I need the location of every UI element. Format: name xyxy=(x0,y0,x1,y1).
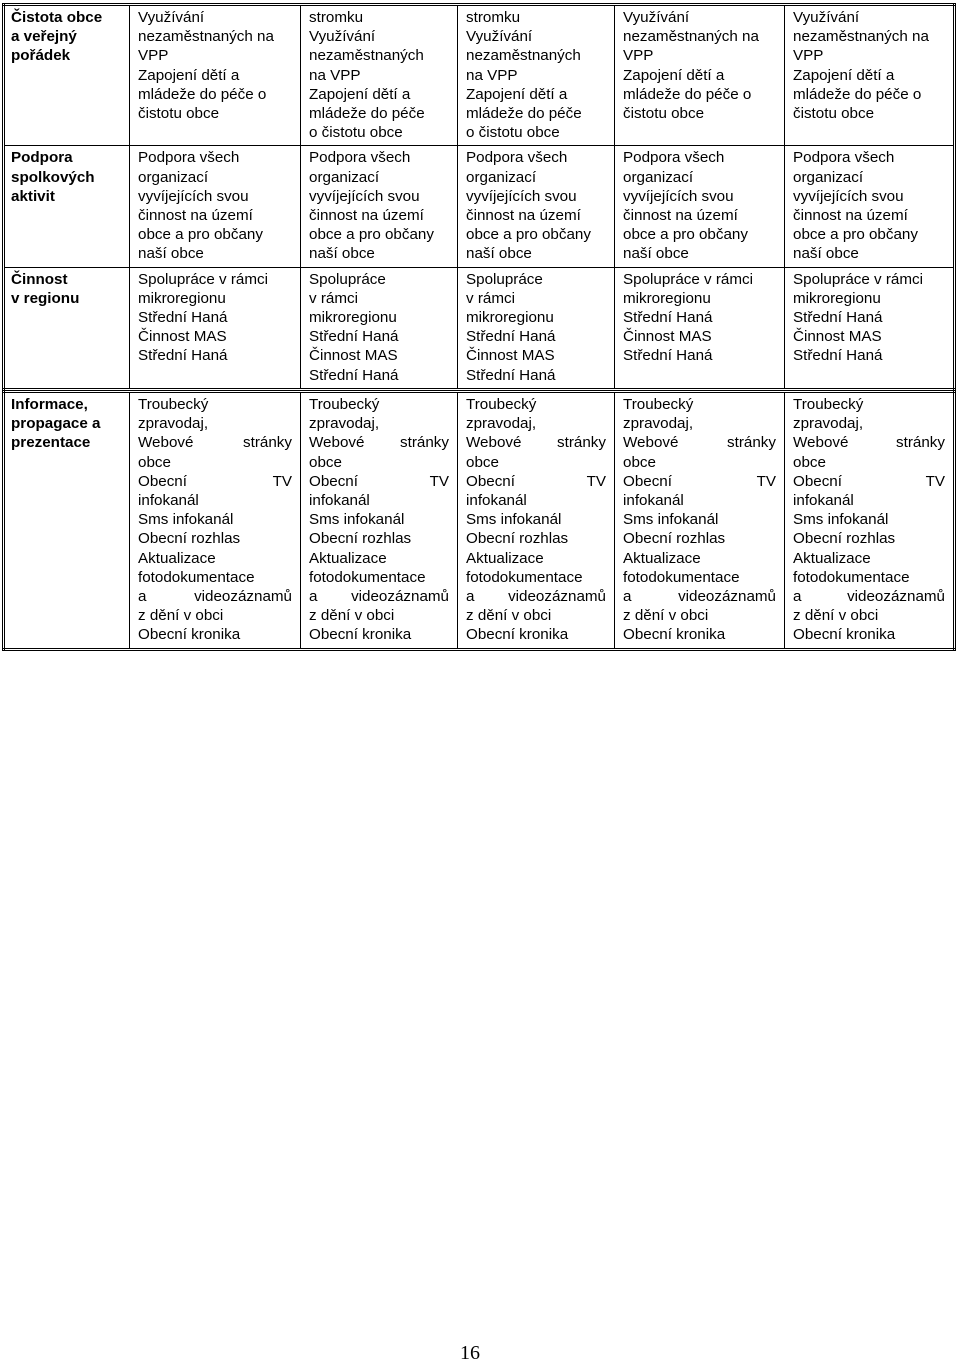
table-cell xyxy=(785,267,955,389)
cell-line: Čistota obce xyxy=(11,9,103,26)
justified-line xyxy=(623,433,776,452)
cell-line: v regionu xyxy=(11,289,80,307)
table-cell xyxy=(301,267,458,389)
cell-line: Střední Haná xyxy=(793,309,883,327)
cell-line: Podpora všech xyxy=(309,149,411,167)
cell-line: Činnost MAS xyxy=(309,347,398,365)
activity-table-upper-body xyxy=(4,5,955,390)
cell-line: Podpora všech xyxy=(793,149,895,167)
cell-line: infokanál xyxy=(466,492,527,510)
cell-line: Využívání xyxy=(309,28,376,46)
cell-line: nezaměstnaných na xyxy=(793,28,929,46)
cell-line: VPP xyxy=(793,47,824,65)
table-cell xyxy=(301,5,458,146)
cell-word: videozáznamů xyxy=(847,588,945,606)
cell-line: zpravodaj, xyxy=(623,415,694,433)
cell-line: činnost na území xyxy=(793,207,908,225)
cell-line: Střední Haná xyxy=(466,366,556,384)
cell-line: na VPP xyxy=(466,66,518,84)
cell-line: Spolupráce v rámci xyxy=(793,270,923,288)
page-number: 16 xyxy=(460,1342,480,1364)
cell-word: TV xyxy=(429,472,449,490)
cell-line: Střední Haná xyxy=(309,328,399,346)
table-row xyxy=(4,392,955,650)
cell-word: videozáznamů xyxy=(351,588,449,606)
row-heading xyxy=(4,5,130,146)
cell-line: fotodokumentace xyxy=(793,568,910,586)
cell-line: Činnost MAS xyxy=(623,328,712,346)
justified-line xyxy=(309,472,449,491)
cell-line: mikroregionu xyxy=(793,289,881,307)
cell-line: fotodokumentace xyxy=(309,568,426,586)
cell-line: Aktualizace xyxy=(138,549,216,567)
justified-line xyxy=(309,587,449,606)
table-cell xyxy=(458,392,615,650)
cell-line: Aktualizace xyxy=(623,549,701,567)
table-cell xyxy=(615,392,785,650)
cell-line: Činnost MAS xyxy=(138,328,227,346)
cell-line: Obecní rozhlas xyxy=(466,530,569,548)
cell-word: Obecní xyxy=(138,472,187,490)
table-cell xyxy=(130,146,301,267)
cell-line: mikroregionu xyxy=(309,309,397,327)
activity-table-upper xyxy=(2,3,956,391)
cell-line: Podpora všech xyxy=(623,149,725,167)
row-heading xyxy=(4,267,130,389)
cell-line: Činnost MAS xyxy=(793,328,882,346)
table-cell xyxy=(615,5,785,146)
cell-word: TV xyxy=(925,472,945,490)
cell-line: Využívání xyxy=(793,9,860,26)
cell-line: obce xyxy=(309,453,342,471)
table-cell xyxy=(785,5,955,146)
cell-word: Obecní xyxy=(793,472,842,490)
justified-line xyxy=(138,472,292,491)
cell-line: Využívání xyxy=(466,28,533,46)
cell-line: Informace, xyxy=(11,396,88,413)
justified-line xyxy=(623,472,776,491)
cell-word: videozáznamů xyxy=(194,588,292,606)
cell-line: nezaměstnaných xyxy=(466,47,581,65)
cell-line: obce a pro občany xyxy=(623,226,748,244)
justified-line xyxy=(623,587,776,606)
cell-word: a xyxy=(466,588,475,606)
table-row xyxy=(4,146,955,267)
cell-line: z dění v obci xyxy=(466,607,552,625)
cell-line: zpravodaj, xyxy=(793,415,864,433)
justified-line xyxy=(793,472,945,491)
cell-line: zpravodaj, xyxy=(138,415,209,433)
cell-word: a xyxy=(793,588,802,606)
table-cell xyxy=(130,5,301,146)
justified-line xyxy=(138,587,292,606)
activity-table-lower-body xyxy=(4,392,955,650)
cell-word: TV xyxy=(272,472,292,490)
cell-line: vyvíjejících svou xyxy=(623,187,734,205)
cell-line: Obecní kronika xyxy=(309,626,412,644)
cell-line: mládeže do péče xyxy=(309,105,425,123)
cell-line: naší obce xyxy=(138,245,204,263)
cell-word: stránky xyxy=(400,434,449,452)
cell-word: a xyxy=(309,588,318,606)
cell-line: Využívání xyxy=(138,9,205,26)
cell-line: Obecní rozhlas xyxy=(623,530,726,548)
cell-line: Střední Haná xyxy=(309,366,399,384)
cell-line: Spolupráce xyxy=(466,270,543,288)
cell-line: o čistotu obce xyxy=(466,124,560,142)
cell-line: Střední Haná xyxy=(793,347,883,365)
cell-line: spolkových xyxy=(11,168,95,186)
cell-line: obce a pro občany xyxy=(793,226,918,244)
cell-line: Obecní rozhlas xyxy=(793,530,896,548)
table-cell xyxy=(130,392,301,650)
table-cell xyxy=(615,267,785,389)
cell-line: aktivit xyxy=(11,187,55,205)
cell-line: Troubecký xyxy=(309,396,380,413)
cell-line: nezaměstnaných xyxy=(309,47,424,65)
cell-line: obce a pro občany xyxy=(138,226,263,244)
cell-line: infokanál xyxy=(793,492,854,510)
cell-line: Spolupráce xyxy=(309,270,386,288)
cell-line: naší obce xyxy=(309,245,375,263)
cell-line: fotodokumentace xyxy=(138,568,255,586)
cell-line: mládeže do péče xyxy=(466,105,582,123)
cell-word: Obecní xyxy=(623,472,672,490)
cell-line: v rámci xyxy=(309,289,358,307)
cell-line: Obecní kronika xyxy=(138,626,241,644)
table-cell xyxy=(615,146,785,267)
cell-line: a veřejný xyxy=(11,28,77,46)
cell-word: stránky xyxy=(243,434,292,452)
cell-word: a xyxy=(138,588,147,606)
cell-line: organizací xyxy=(623,168,694,186)
cell-line: Střední Haná xyxy=(138,347,228,365)
cell-line: naší obce xyxy=(623,245,689,263)
cell-line: Činnost MAS xyxy=(466,347,555,365)
cell-line: obce a pro občany xyxy=(309,226,434,244)
cell-line: infokanál xyxy=(623,492,684,510)
cell-line: čistotu obce xyxy=(793,105,875,123)
cell-line: čistotu obce xyxy=(138,105,220,123)
cell-line: mládeže do péče o xyxy=(138,85,267,103)
cell-line: Zapojení dětí a xyxy=(623,66,725,84)
cell-line: Obecní kronika xyxy=(466,626,569,644)
cell-line: propagace a xyxy=(11,415,101,433)
justified-line xyxy=(138,433,292,452)
cell-line: Troubecký xyxy=(623,396,694,413)
cell-line: Střední Haná xyxy=(623,347,713,365)
cell-line: prezentace xyxy=(11,434,91,452)
justified-line xyxy=(466,472,606,491)
cell-line: zpravodaj, xyxy=(309,415,380,433)
cell-word: videozáznamů xyxy=(678,588,776,606)
cell-word: Obecní xyxy=(309,472,358,490)
cell-word: videozáznamů xyxy=(508,588,606,606)
cell-line: stromku xyxy=(309,9,364,26)
cell-line: čistotu obce xyxy=(623,105,705,123)
cell-line: nezaměstnaných na xyxy=(623,28,759,46)
justified-line xyxy=(466,587,606,606)
cell-word: Obecní xyxy=(466,472,515,490)
cell-line: z dění v obci xyxy=(623,607,709,625)
cell-line: Aktualizace xyxy=(309,549,387,567)
cell-line: organizací xyxy=(793,168,864,186)
cell-line: Troubecký xyxy=(793,396,864,413)
cell-line: Aktualizace xyxy=(466,549,544,567)
cell-word: stránky xyxy=(727,434,776,452)
cell-line: Troubecký xyxy=(138,396,209,413)
cell-line: v rámci xyxy=(466,289,515,307)
cell-line: vyvíjejících svou xyxy=(309,187,420,205)
cell-line: Sms infokanál xyxy=(623,511,719,529)
cell-line: činnost na území xyxy=(623,207,738,225)
cell-line: z dění v obci xyxy=(138,607,224,625)
cell-line: Střední Haná xyxy=(138,309,228,327)
row-heading xyxy=(4,146,130,267)
cell-line: Obecní kronika xyxy=(623,626,726,644)
cell-line: organizací xyxy=(309,168,380,186)
cell-line: mikroregionu xyxy=(466,309,554,327)
cell-line: pořádek xyxy=(11,47,71,65)
cell-line: Činnost xyxy=(11,270,68,288)
cell-line: Zapojení dětí a xyxy=(138,66,240,84)
cell-line: organizací xyxy=(466,168,537,186)
cell-word: stránky xyxy=(557,434,606,452)
cell-line: Sms infokanál xyxy=(138,511,234,529)
cell-line: organizací xyxy=(138,168,209,186)
cell-line: Využívání xyxy=(623,9,690,26)
cell-line: Střední Haná xyxy=(466,328,556,346)
activity-table-lower xyxy=(2,390,956,651)
cell-line: z dění v obci xyxy=(793,607,879,625)
cell-line: Aktualizace xyxy=(793,549,871,567)
cell-line: Podpora všech xyxy=(138,149,240,167)
cell-word: Webové xyxy=(138,434,194,452)
cell-line: vyvíjejících svou xyxy=(793,187,904,205)
table-row xyxy=(4,267,955,389)
table-cell xyxy=(301,146,458,267)
table-cell xyxy=(301,392,458,650)
table-cell xyxy=(458,267,615,389)
cell-line: obce xyxy=(623,453,656,471)
cell-line: Podpora všech xyxy=(466,149,568,167)
cell-line: obce xyxy=(793,453,826,471)
table-cell xyxy=(458,146,615,267)
cell-line: mládeže do péče o xyxy=(793,85,922,103)
cell-word: Webové xyxy=(309,434,365,452)
cell-line: Obecní rozhlas xyxy=(138,530,241,548)
cell-word: Webové xyxy=(793,434,849,452)
cell-line: na VPP xyxy=(309,66,361,84)
table-row xyxy=(4,5,955,146)
cell-line: VPP xyxy=(623,47,654,65)
cell-line: Spolupráce v rámci xyxy=(138,270,268,288)
cell-line: obce a pro občany xyxy=(466,226,591,244)
cell-line: Podpora xyxy=(11,149,73,167)
cell-line: z dění v obci xyxy=(309,607,395,625)
cell-line: mikroregionu xyxy=(138,289,226,307)
row-heading xyxy=(4,392,130,650)
cell-line: činnost na území xyxy=(466,207,581,225)
cell-line: Zapojení dětí a xyxy=(309,85,411,103)
cell-line: činnost na území xyxy=(138,207,253,225)
cell-word: TV xyxy=(756,472,776,490)
cell-line: fotodokumentace xyxy=(623,568,740,586)
cell-line: infokanál xyxy=(138,492,199,510)
cell-line: Zapojení dětí a xyxy=(793,66,895,84)
cell-line: Zapojení dětí a xyxy=(466,85,568,103)
table-cell xyxy=(785,392,955,650)
cell-word: Webové xyxy=(466,434,522,452)
cell-line: mládeže do péče o xyxy=(623,85,752,103)
cell-line: zpravodaj, xyxy=(466,415,537,433)
cell-line: Obecní rozhlas xyxy=(309,530,412,548)
cell-line: Sms infokanál xyxy=(793,511,889,529)
cell-line: fotodokumentace xyxy=(466,568,583,586)
cell-line: vyvíjejících svou xyxy=(138,187,249,205)
cell-line: naší obce xyxy=(466,245,532,263)
cell-word: stránky xyxy=(896,434,945,452)
table-cell xyxy=(130,267,301,389)
justified-line xyxy=(793,587,945,606)
cell-line: Troubecký xyxy=(466,396,537,413)
cell-line: Střední Haná xyxy=(623,309,713,327)
cell-line: Spolupráce v rámci xyxy=(623,270,753,288)
cell-word: a xyxy=(623,588,632,606)
cell-line: vyvíjejících svou xyxy=(466,187,577,205)
cell-line: mikroregionu xyxy=(623,289,711,307)
justified-line xyxy=(309,433,449,452)
cell-line: obce xyxy=(138,453,171,471)
cell-line: Obecní kronika xyxy=(793,626,896,644)
cell-line: VPP xyxy=(138,47,169,65)
cell-word: Webové xyxy=(623,434,679,452)
cell-word: TV xyxy=(586,472,606,490)
cell-line: obce xyxy=(466,453,499,471)
cell-line: Sms infokanál xyxy=(309,511,405,529)
cell-line: infokanál xyxy=(309,492,370,510)
justified-line xyxy=(466,433,606,452)
cell-line: činnost na území xyxy=(309,207,424,225)
cell-line: stromku xyxy=(466,9,521,26)
table-cell xyxy=(785,146,955,267)
cell-line: Sms infokanál xyxy=(466,511,562,529)
table-cell xyxy=(458,5,615,146)
cell-line: o čistotu obce xyxy=(309,124,403,142)
cell-line: nezaměstnaných na xyxy=(138,28,274,46)
justified-line xyxy=(793,433,945,452)
cell-line: naší obce xyxy=(793,245,859,263)
